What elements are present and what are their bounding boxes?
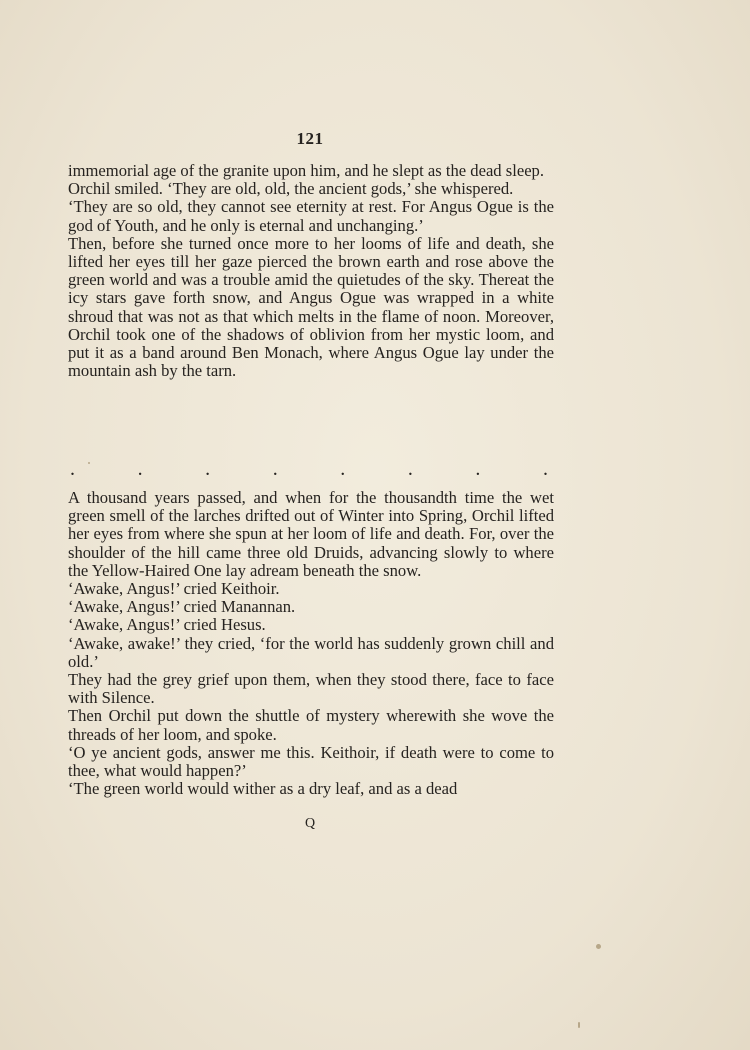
- section-break-dots: [70, 459, 548, 479]
- page-number: 121: [296, 129, 324, 148]
- paragraph: ‘Awake, awake!’ they cried, ‘for the world has suddenly grown chill and old.’: [68, 633, 554, 671]
- section-break-dot: .: [70, 458, 75, 480]
- paragraph: They had the grey grief upon them, when they stood there, face to face with Silence.: [68, 670, 554, 708]
- paper-speck: [88, 462, 90, 464]
- paragraph: A thousand years passed, and when for the thousandth time the wet green smell of the larches drifted out of Winter into Spring, Orchil lifted her eyes from where she spun at her loom of life and death. For, over the shoulder of the hill came three old Druids, advancing slowly to where the Yellow-Haired One lay adream beneath the snow.: [68, 488, 554, 580]
- paper-speck: [596, 944, 601, 949]
- paragraph: ‘O ye ancient gods, answer me this. Keithoir, if death were to come to thee, what would happen?’: [68, 742, 554, 781]
- paragraph: ‘The green world would wither as a dry leaf, and as a dead: [68, 779, 458, 799]
- section-break-dot: .: [205, 458, 211, 480]
- paragraph: Then Orchil put down the shuttle of mystery wherewith she wove the threads of her loom, and spoke.: [68, 706, 554, 744]
- paragraph: ‘Awake, Angus!’ cried Keithoir.: [68, 579, 280, 599]
- text-section-1: [68, 162, 554, 380]
- paragraph: immemorial age of the granite upon him, and he slept as the dead sleep.: [68, 161, 545, 180]
- section-break-dot: .: [137, 458, 143, 480]
- signature-mark: Q: [304, 816, 316, 831]
- section-break-dot: .: [272, 458, 278, 480]
- paragraph: Then, before she turned once more to her looms of life and death, she lifted her eyes till her gaze pierced the brown earth and rose above the green world and was a trouble amid the quietudes of the sky. Thereat the icy stars gave forth snow, and Angus Ogue was wrapped in a white shroud that was not as that which melts in the flame of noon. Moreover, Orchil took one of the shadows of oblivion from her mystic loom, and put it as a band around Ben Monach, where Angus Ogue lay under the mountain ash by the tarn.: [68, 233, 554, 381]
- text-section-2: [68, 489, 554, 798]
- paper-speck: [578, 1022, 580, 1028]
- section-break-dot: .: [340, 458, 346, 480]
- section-break-dot: .: [542, 458, 548, 480]
- paragraph: ‘They are so old, they cannot see eternity at rest. For Angus Ogue is the god of Youth, and he only is eternal and unchanging.’: [68, 197, 554, 235]
- section-break-dot: .: [475, 458, 481, 480]
- paragraph: ‘Awake, Angus!’ cried Hesus.: [68, 615, 266, 635]
- paragraph: Orchil smiled. ‘They are old, old, the ancient gods,’ she whispered.: [68, 179, 514, 199]
- section-break-dot: .: [407, 458, 413, 480]
- paragraph: ‘Awake, Angus!’ cried Manannan.: [68, 597, 296, 617]
